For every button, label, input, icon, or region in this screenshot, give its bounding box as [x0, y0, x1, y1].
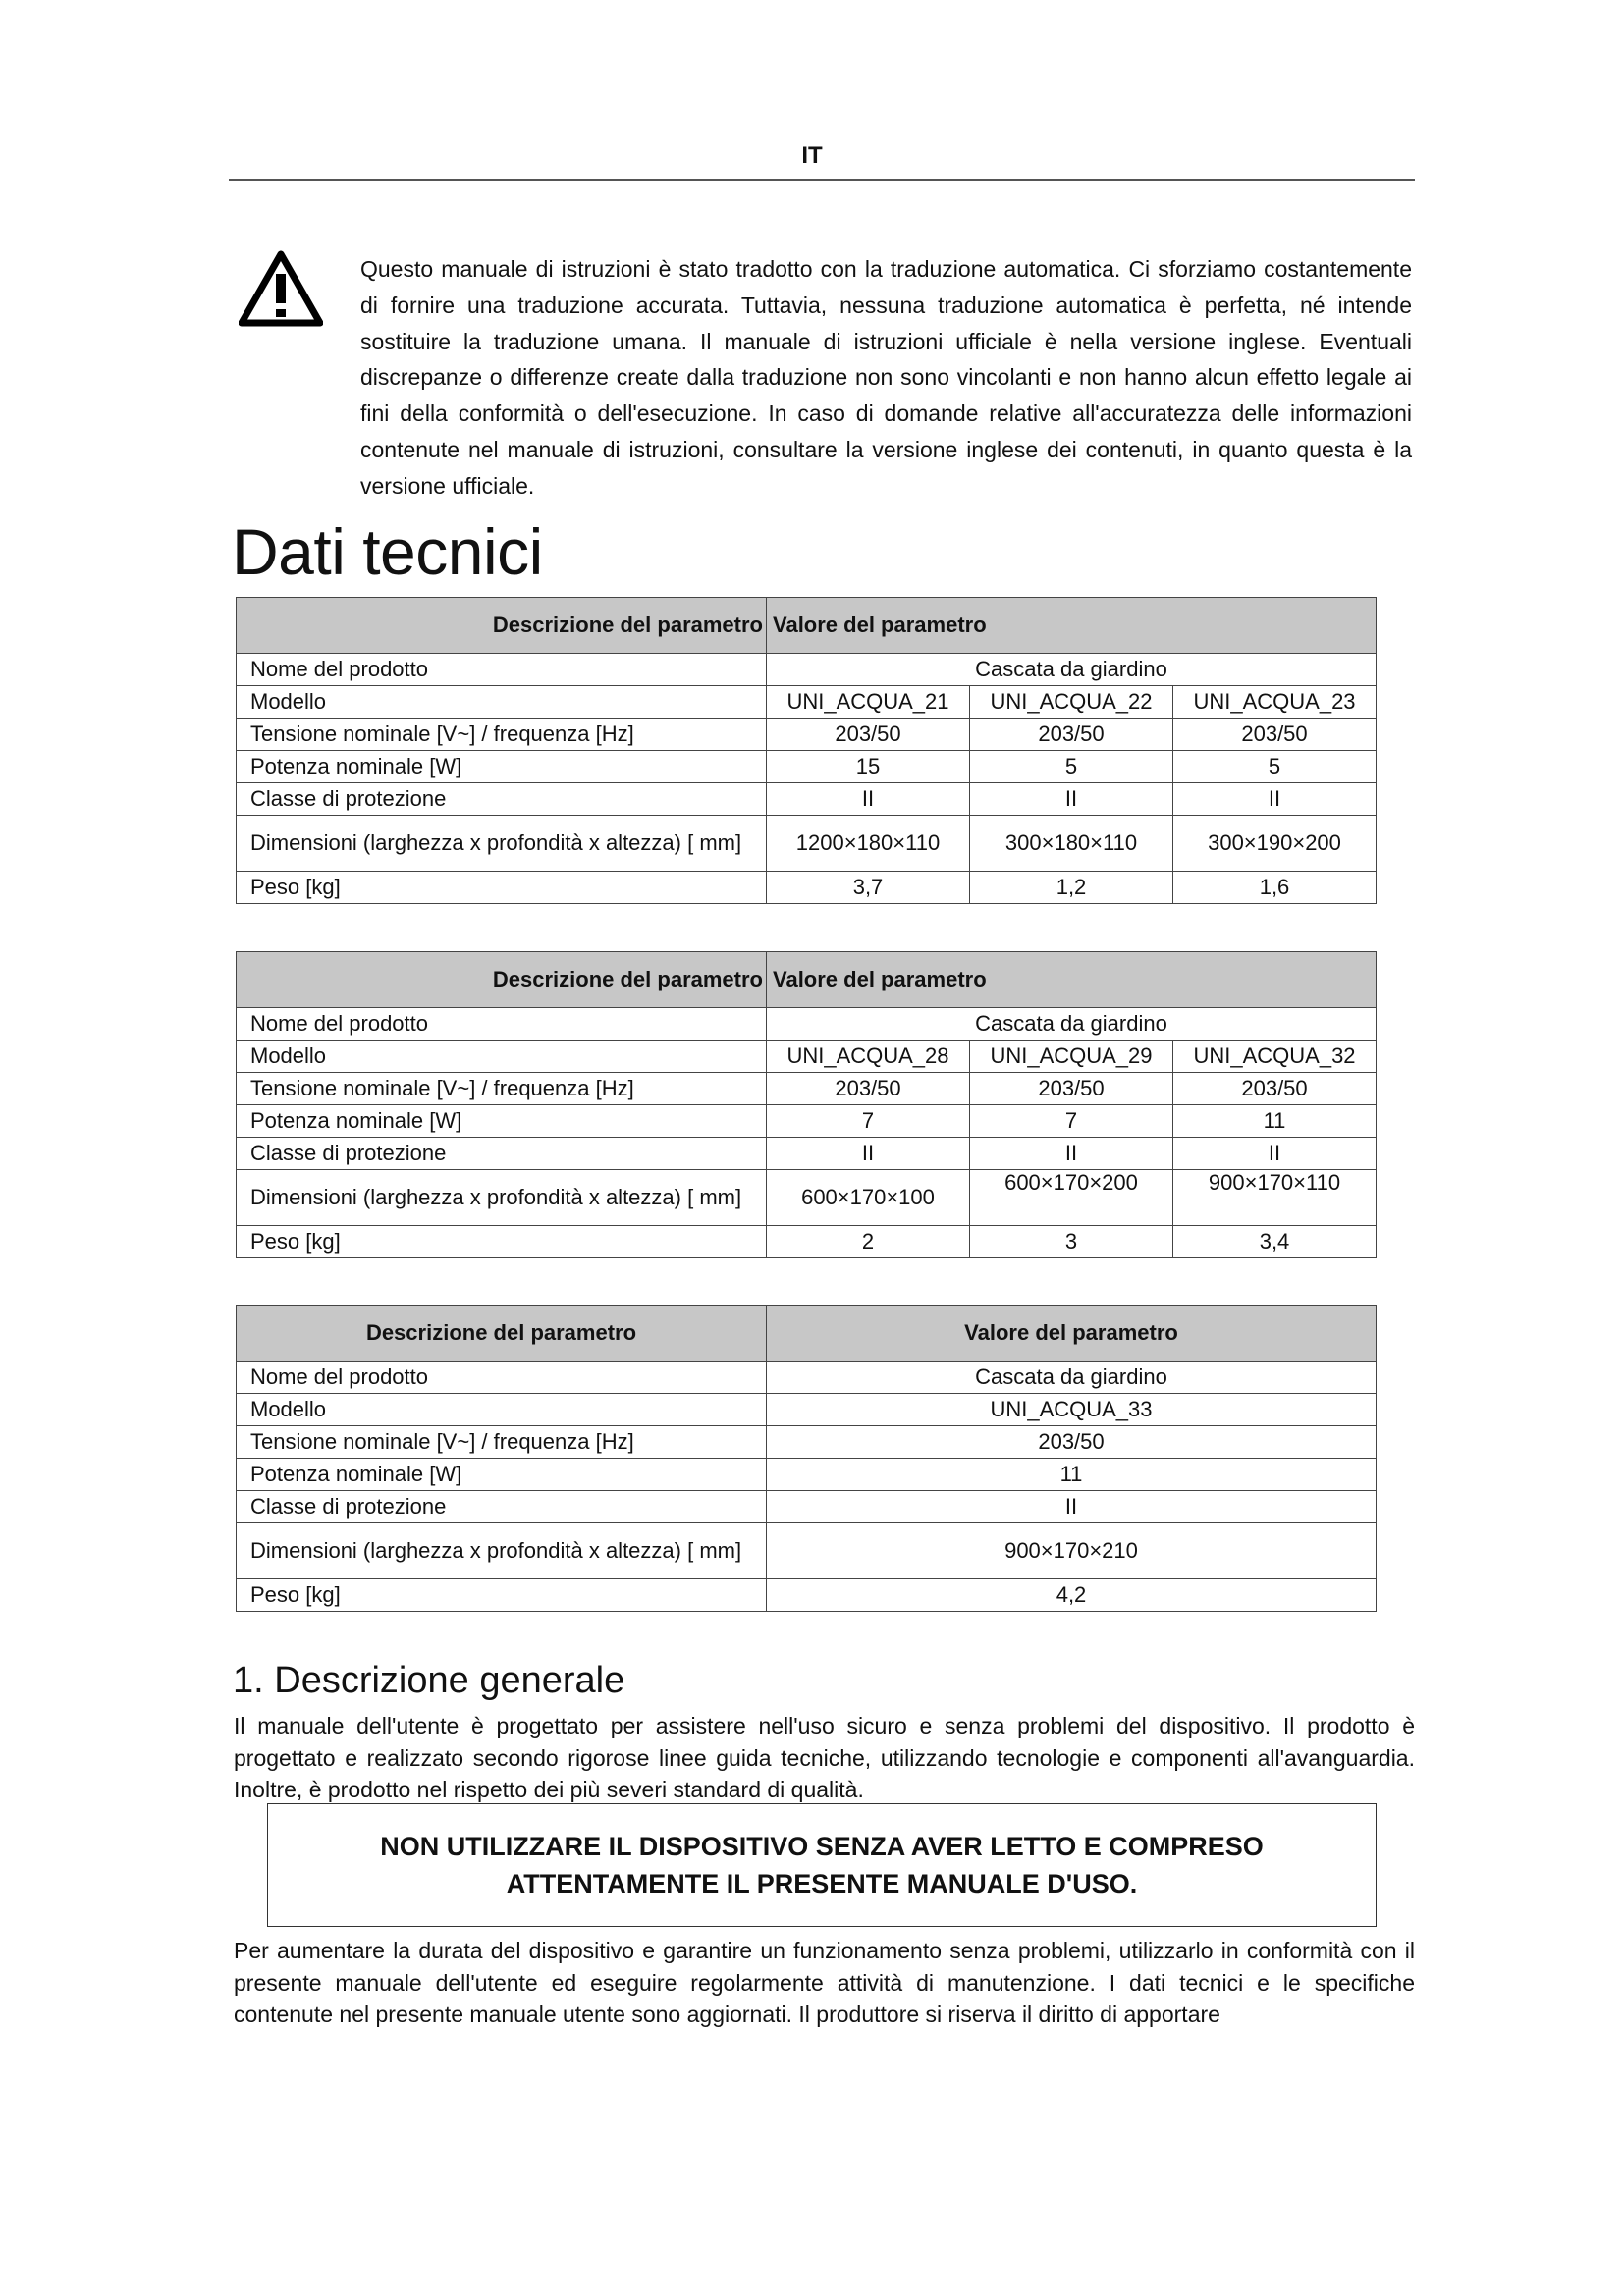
cell-value: 1,2	[970, 872, 1173, 904]
table-row	[237, 1105, 1377, 1138]
table-row	[237, 1394, 1377, 1426]
row-label: Classe di protezione	[237, 783, 767, 816]
table-row	[237, 1523, 1377, 1579]
cell-value: 3,4	[1173, 1226, 1377, 1258]
section-paragraph: Il manuale dell'utente è progettato per assistere nell'uso sicuro e senza problemi del dispositivo. Il prodotto è progettato e realizzato secondo rigorose linee guida tecniche, utilizzando tecnologie e componenti all'avanguardia. Inoltre, è prodotto nel rispetto dei più severi standard di qualità.	[234, 1713, 1415, 1802]
header-divider	[229, 179, 1415, 181]
table-row	[237, 1426, 1377, 1459]
header-value: Valore del parametro	[767, 598, 1377, 654]
cell-value: 600×170×100	[767, 1170, 970, 1226]
row-label: Potenza nominale [W]	[237, 1459, 767, 1491]
cell-value: 11	[1173, 1105, 1377, 1138]
table-row	[237, 1138, 1377, 1170]
row-label: Classe di protezione	[237, 1138, 767, 1170]
table-row	[237, 816, 1377, 872]
row-label: Nome del prodotto	[237, 1362, 767, 1394]
row-label: Dimensioni (larghezza x profondità x altezza) [ mm]	[237, 816, 767, 872]
table-header-row	[237, 598, 1377, 654]
cell-value: 203/50	[1173, 719, 1377, 751]
translation-notice: Questo manuale di istruzioni è stato tradotto con la traduzione automatica. Ci sforziamo costantemente di fornire una traduzione accurata. Tuttavia, nessuna traduzione automatica è perfetta, né intende sostituire la traduzione umana. Il manuale di istruzioni ufficiale è nella versione inglese. Eventuali discrepanze o differenze create dalla traduzione non sono vincolanti e non hanno alcun effetto legale ai fini della conformità o dell'esecuzione. In caso di domande relative all'accuratezza delle informazioni contenute nel manuale di istruzioni, consultare la versione inglese dei contenuti, in quanto questa è la versione ufficiale.	[360, 256, 1412, 499]
cell-value: 300×180×110	[970, 816, 1173, 872]
cell-value: 203/50	[970, 719, 1173, 751]
cell-value: 203/50	[767, 1426, 1377, 1459]
cell-value: II	[767, 1491, 1377, 1523]
table-header-row	[237, 1306, 1377, 1362]
section-paragraph: Per aumentare la durata del dispositivo e garantire un funzionamento senza problemi, utilizzarlo in conformità con il presente manuale dell'utente ed eseguire regolarmente attività di manutenzione. I dati tecnici e le specifiche contenute nel presente manuale utente sono aggiornati. Il produttore si riserva il diritto di apportare	[234, 1938, 1415, 2027]
row-label: Dimensioni (larghezza x profondità x altezza) [ mm]	[237, 1523, 767, 1579]
row-label: Dimensioni (larghezza x profondità x altezza) [ mm]	[237, 1170, 767, 1226]
cell-value: 3,7	[767, 872, 970, 904]
cell-value: II	[970, 1138, 1173, 1170]
row-label: Tensione nominale [V~] / frequenza [Hz]	[237, 1073, 767, 1105]
row-label: Nome del prodotto	[237, 654, 767, 686]
row-label: Potenza nominale [W]	[237, 751, 767, 783]
table-row	[237, 719, 1377, 751]
cell-value: 203/50	[767, 719, 970, 751]
table-row	[237, 1459, 1377, 1491]
cell-value: 5	[970, 751, 1173, 783]
cell-value: 203/50	[767, 1073, 970, 1105]
cell-value: II	[767, 1138, 970, 1170]
cell-value: UNI_ACQUA_32	[1173, 1041, 1377, 1073]
cell-value: UNI_ACQUA_33	[767, 1394, 1377, 1426]
cell-value: UNI_ACQUA_28	[767, 1041, 970, 1073]
table-row	[237, 783, 1377, 816]
row-label: Peso [kg]	[237, 872, 767, 904]
cell-value: 203/50	[1173, 1073, 1377, 1105]
table-row	[237, 1170, 1377, 1226]
cell-value: II	[767, 783, 970, 816]
cell-value: 1,6	[1173, 872, 1377, 904]
table-row	[237, 751, 1377, 783]
table-row	[237, 1226, 1377, 1258]
row-label: Tensione nominale [V~] / frequenza [Hz]	[237, 1426, 767, 1459]
cell-value: II	[1173, 1138, 1377, 1170]
cell-value: 15	[767, 751, 970, 783]
cell-value: 4,2	[767, 1579, 1377, 1612]
table-row	[237, 654, 1377, 686]
cell-value: II	[1173, 783, 1377, 816]
header-description: Descrizione del parametro	[237, 1306, 767, 1362]
page-title: Dati tecnici	[232, 515, 543, 588]
table-row	[237, 1362, 1377, 1394]
spec-table-1	[236, 597, 1377, 904]
header-value: Valore del parametro	[767, 952, 1377, 1008]
row-label: Tensione nominale [V~] / frequenza [Hz]	[237, 719, 767, 751]
row-label: Nome del prodotto	[237, 1008, 767, 1041]
cell-value: 203/50	[970, 1073, 1173, 1105]
cell-value: 300×190×200	[1173, 816, 1377, 872]
cell-value: 1200×180×110	[767, 816, 970, 872]
table-row	[237, 1579, 1377, 1612]
cell-value: 3	[970, 1226, 1173, 1258]
cell-value: 2	[767, 1226, 970, 1258]
cell-value: 600×170×200	[970, 1170, 1173, 1226]
cell-value: 5	[1173, 751, 1377, 783]
section-heading: 1. Descrizione generale	[233, 1660, 625, 1701]
table-row	[237, 872, 1377, 904]
cell-value: 900×170×210	[767, 1523, 1377, 1579]
cell-value: 11	[767, 1459, 1377, 1491]
row-label: Modello	[237, 1041, 767, 1073]
warning-box: NON UTILIZZARE IL DISPOSITIVO SENZA AVER LETTO E COMPRESO ATTENTAMENTE IL PRESENTE MANUALE D'USO.	[267, 1803, 1377, 1927]
row-label: Modello	[237, 1394, 767, 1426]
cell-value: Cascata da giardino	[767, 654, 1377, 686]
page-language-label: IT	[801, 142, 823, 169]
cell-value: 7	[767, 1105, 970, 1138]
warning-triangle-icon	[239, 250, 323, 327]
cell-value: 7	[970, 1105, 1173, 1138]
table-row	[237, 686, 1377, 719]
cell-value: UNI_ACQUA_23	[1173, 686, 1377, 719]
row-label: Peso [kg]	[237, 1226, 767, 1258]
row-label: Modello	[237, 686, 767, 719]
table-row	[237, 1073, 1377, 1105]
table-header-row	[237, 952, 1377, 1008]
row-label: Classe di protezione	[237, 1491, 767, 1523]
row-label: Peso [kg]	[237, 1579, 767, 1612]
header-value: Valore del parametro	[767, 1306, 1377, 1362]
table-row	[237, 1041, 1377, 1073]
cell-value: 900×170×110	[1173, 1170, 1377, 1226]
cell-value: II	[970, 783, 1173, 816]
cell-value: Cascata da giardino	[767, 1008, 1377, 1041]
table-row	[237, 1008, 1377, 1041]
cell-value: UNI_ACQUA_29	[970, 1041, 1173, 1073]
header-description: Descrizione del parametro	[237, 598, 767, 654]
header-description: Descrizione del parametro	[237, 952, 767, 1008]
row-label: Potenza nominale [W]	[237, 1105, 767, 1138]
spec-table-2	[236, 951, 1377, 1258]
cell-value: UNI_ACQUA_21	[767, 686, 970, 719]
spec-table-3	[236, 1305, 1377, 1612]
cell-value: UNI_ACQUA_22	[970, 686, 1173, 719]
cell-value: Cascata da giardino	[767, 1362, 1377, 1394]
table-row	[237, 1491, 1377, 1523]
